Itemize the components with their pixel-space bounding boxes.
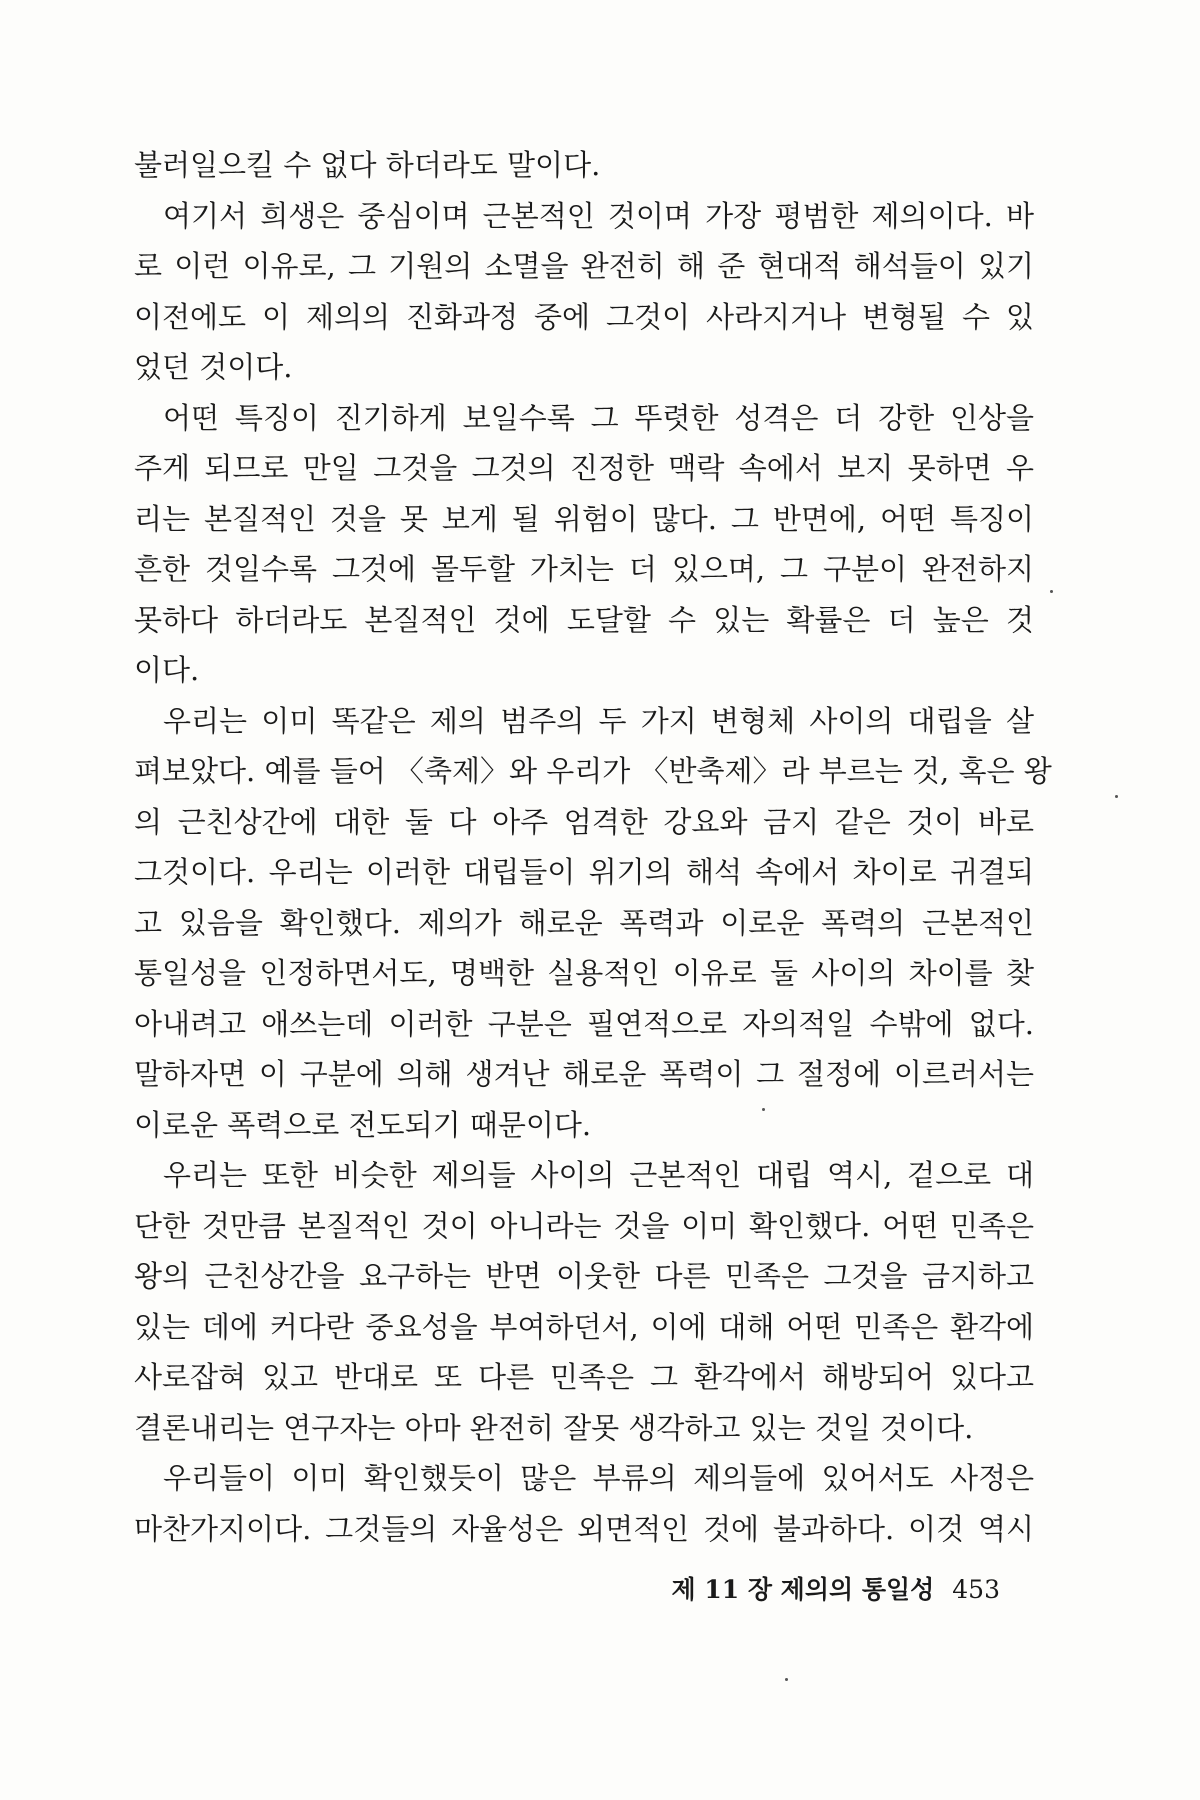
page-number: 453 <box>952 1575 1000 1604</box>
text-line: 있는 데에 커다란 중요성을 부여하던서, 이에 대해 어떤 민족은 환각에 <box>134 1309 1034 1344</box>
text-line: 말하자면 이 구분에 의해 생겨난 해로운 폭력이 그 절정에 이르러서는 <box>134 1057 1034 1091</box>
text-line: 리는 본질적인 것을 못 보게 될 위험이 많다. 그 반면에, 어떤 특징이 <box>134 501 1034 536</box>
text-line: 고 있음을 확인했다. 제의가 해로운 폭력과 이로운 폭력의 근본적인 <box>134 905 1034 940</box>
text-line: 이전에도 이 제의의 진화과정 중에 그것이 사라지거나 변형될 수 있 <box>134 299 1034 334</box>
text-line: 사로잡혀 있고 반대로 또 다른 민족은 그 환각에서 해방되어 있다고 <box>134 1360 1034 1394</box>
text-line: 왕의 근친상간을 요구하는 반면 이웃한 다른 민족은 그것을 금지하고 <box>134 1259 1034 1293</box>
chapter-title: 제 11 장 제의의 통일성 <box>671 1575 935 1604</box>
text-line: 의 근친상간에 대한 둘 다 아주 엄격한 강요와 금지 같은 것이 바로 <box>134 804 1034 839</box>
text-line: 여기서 희생은 중심이며 근본적인 것이며 가장 평범한 제의이다. 바 <box>163 198 1034 233</box>
text-line: 마찬가지이다. 그것들의 자율성은 외면적인 것에 불과하다. 이것 역시 <box>134 1511 1034 1546</box>
text-line: 이다. <box>134 653 200 687</box>
text-line: 단한 것만큼 본질적인 것이 아니라는 것을 이미 확인했다. 어떤 민족은 <box>134 1208 1034 1243</box>
text-line: 결론내리는 연구자는 아마 완전히 잘못 생각하고 있는 것일 것이다. <box>134 1410 974 1445</box>
text-line: 우리는 이미 똑같은 제의 범주의 두 가지 변형체 사이의 대립을 살 <box>163 703 1034 738</box>
body-text <box>134 140 1052 1554</box>
text-line: 우리는 또한 비슷한 제의들 사이의 근본적인 대립 역시, 겉으로 대 <box>163 1158 1034 1192</box>
text-line: 아내려고 애쓰는데 이러한 구분은 필연적으로 자의적일 수밖에 없다. <box>134 1006 1034 1041</box>
text-line: 어떤 특징이 진기하게 보일수록 그 뚜렷한 성격은 더 강한 인상을 <box>163 400 1034 435</box>
scan-speck <box>1050 590 1053 593</box>
text-line: 통일성을 인정하면서도, 명백한 실용적인 이유로 둘 사이의 차이를 찾 <box>134 956 1034 990</box>
text-line: 었던 것이다. <box>134 350 293 384</box>
text-line: 불러일으킬 수 없다 하더라도 말이다. <box>134 148 601 182</box>
text-line: 주게 되므로 만일 그것을 그것의 진정한 맥락 속에서 보지 못하면 우 <box>134 451 1034 485</box>
text-line: 펴보았다. 예를 들어 〈축제〉와 우리가 〈반축제〉라 부르는 것, 혹은 왕 <box>134 754 1052 788</box>
text-line: 흔한 것일수록 그것에 몰두할 가치는 더 있으며, 그 구분이 완전하지 <box>134 552 1034 586</box>
text-line: 이로운 폭력으로 전도되기 때문이다. <box>134 1107 592 1142</box>
text-line: 못하다 하더라도 본질적인 것에 도달할 수 있는 확률은 더 높은 것 <box>134 602 1034 637</box>
text-line: 로 이런 이유로, 그 기원의 소멸을 완전히 해 준 현대적 해석들이 있기 <box>134 249 1034 283</box>
scan-speck <box>785 1678 788 1681</box>
page-footer <box>134 1570 1000 1610</box>
text-line: 그것이다. 우리는 이러한 대립들이 위기의 해석 속에서 차이로 귀결되 <box>134 855 1034 889</box>
text-line: 우리들이 이미 확인했듯이 많은 부류의 제의들에 있어서도 사정은 <box>163 1461 1034 1495</box>
scan-speck <box>1115 795 1118 798</box>
scan-speck <box>762 1108 765 1111</box>
